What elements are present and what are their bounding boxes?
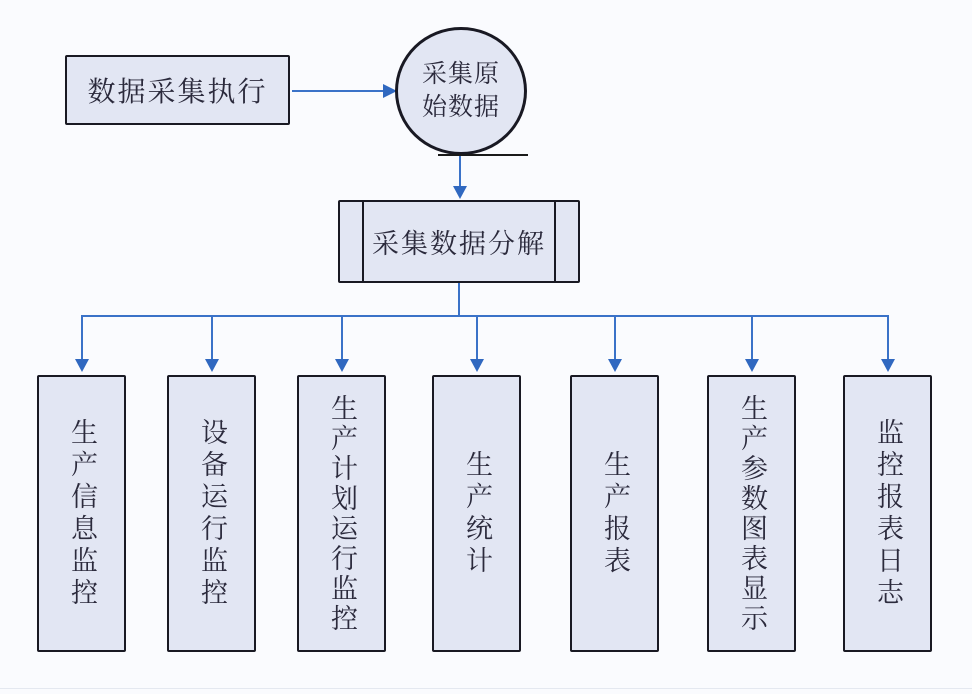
circle-tangent-line [438, 154, 528, 156]
connector-trunk [458, 283, 460, 317]
arrow-down-icon [881, 359, 895, 372]
node-label: 数据采集执行 [87, 77, 268, 108]
node-label: 生产报表 [600, 449, 630, 578]
node-equipment-run-monitor [167, 375, 256, 652]
arrow-down-icon [608, 359, 622, 372]
node-label: 监控报表日志 [873, 417, 903, 610]
node-label: 采集数据分解 [372, 229, 546, 259]
arrow-down-icon [75, 359, 89, 372]
node-data-decompose [338, 200, 580, 283]
connector-branch-3 [341, 315, 343, 360]
node-label: 生产统计 [462, 449, 492, 578]
connector-rail [81, 315, 889, 317]
node-label: 生产信息监控 [67, 417, 97, 610]
arrow-down-icon [453, 186, 467, 199]
node-production-parameter-chart-display [707, 375, 796, 652]
connector-circle-to-decompose [459, 156, 461, 188]
node-raw-data-circle [395, 27, 527, 155]
connector-branch-4 [476, 315, 478, 360]
node-data-collection-execution [65, 55, 290, 125]
node-production-info-monitor [37, 375, 126, 652]
node-label-line1: 采集原 [421, 61, 500, 88]
node-label: 设备运行监控 [197, 417, 227, 610]
page-bottom-divider [0, 688, 972, 689]
node-production-plan-run-monitor [297, 375, 386, 652]
arrow-down-icon [745, 359, 759, 372]
predefined-process-right-bar [554, 201, 556, 282]
arrow-down-icon [470, 359, 484, 372]
node-production-statistics [432, 375, 521, 652]
node-label: 生产计划运行监控 [327, 393, 357, 634]
connector-branch-7 [887, 315, 889, 360]
node-label: 生产参数图表显示 [737, 393, 767, 634]
connector-branch-1 [81, 315, 83, 360]
connector-branch-2 [211, 315, 213, 360]
node-label-line2: 始数据 [421, 94, 500, 121]
connector-branch-6 [751, 315, 753, 360]
node-monitor-report-log [843, 375, 932, 652]
connector-exec-to-circle [292, 90, 384, 92]
arrow-down-icon [335, 359, 349, 372]
predefined-process-left-bar [362, 201, 364, 282]
connector-branch-5 [614, 315, 616, 360]
arrow-down-icon [205, 359, 219, 372]
node-production-report [570, 375, 659, 652]
